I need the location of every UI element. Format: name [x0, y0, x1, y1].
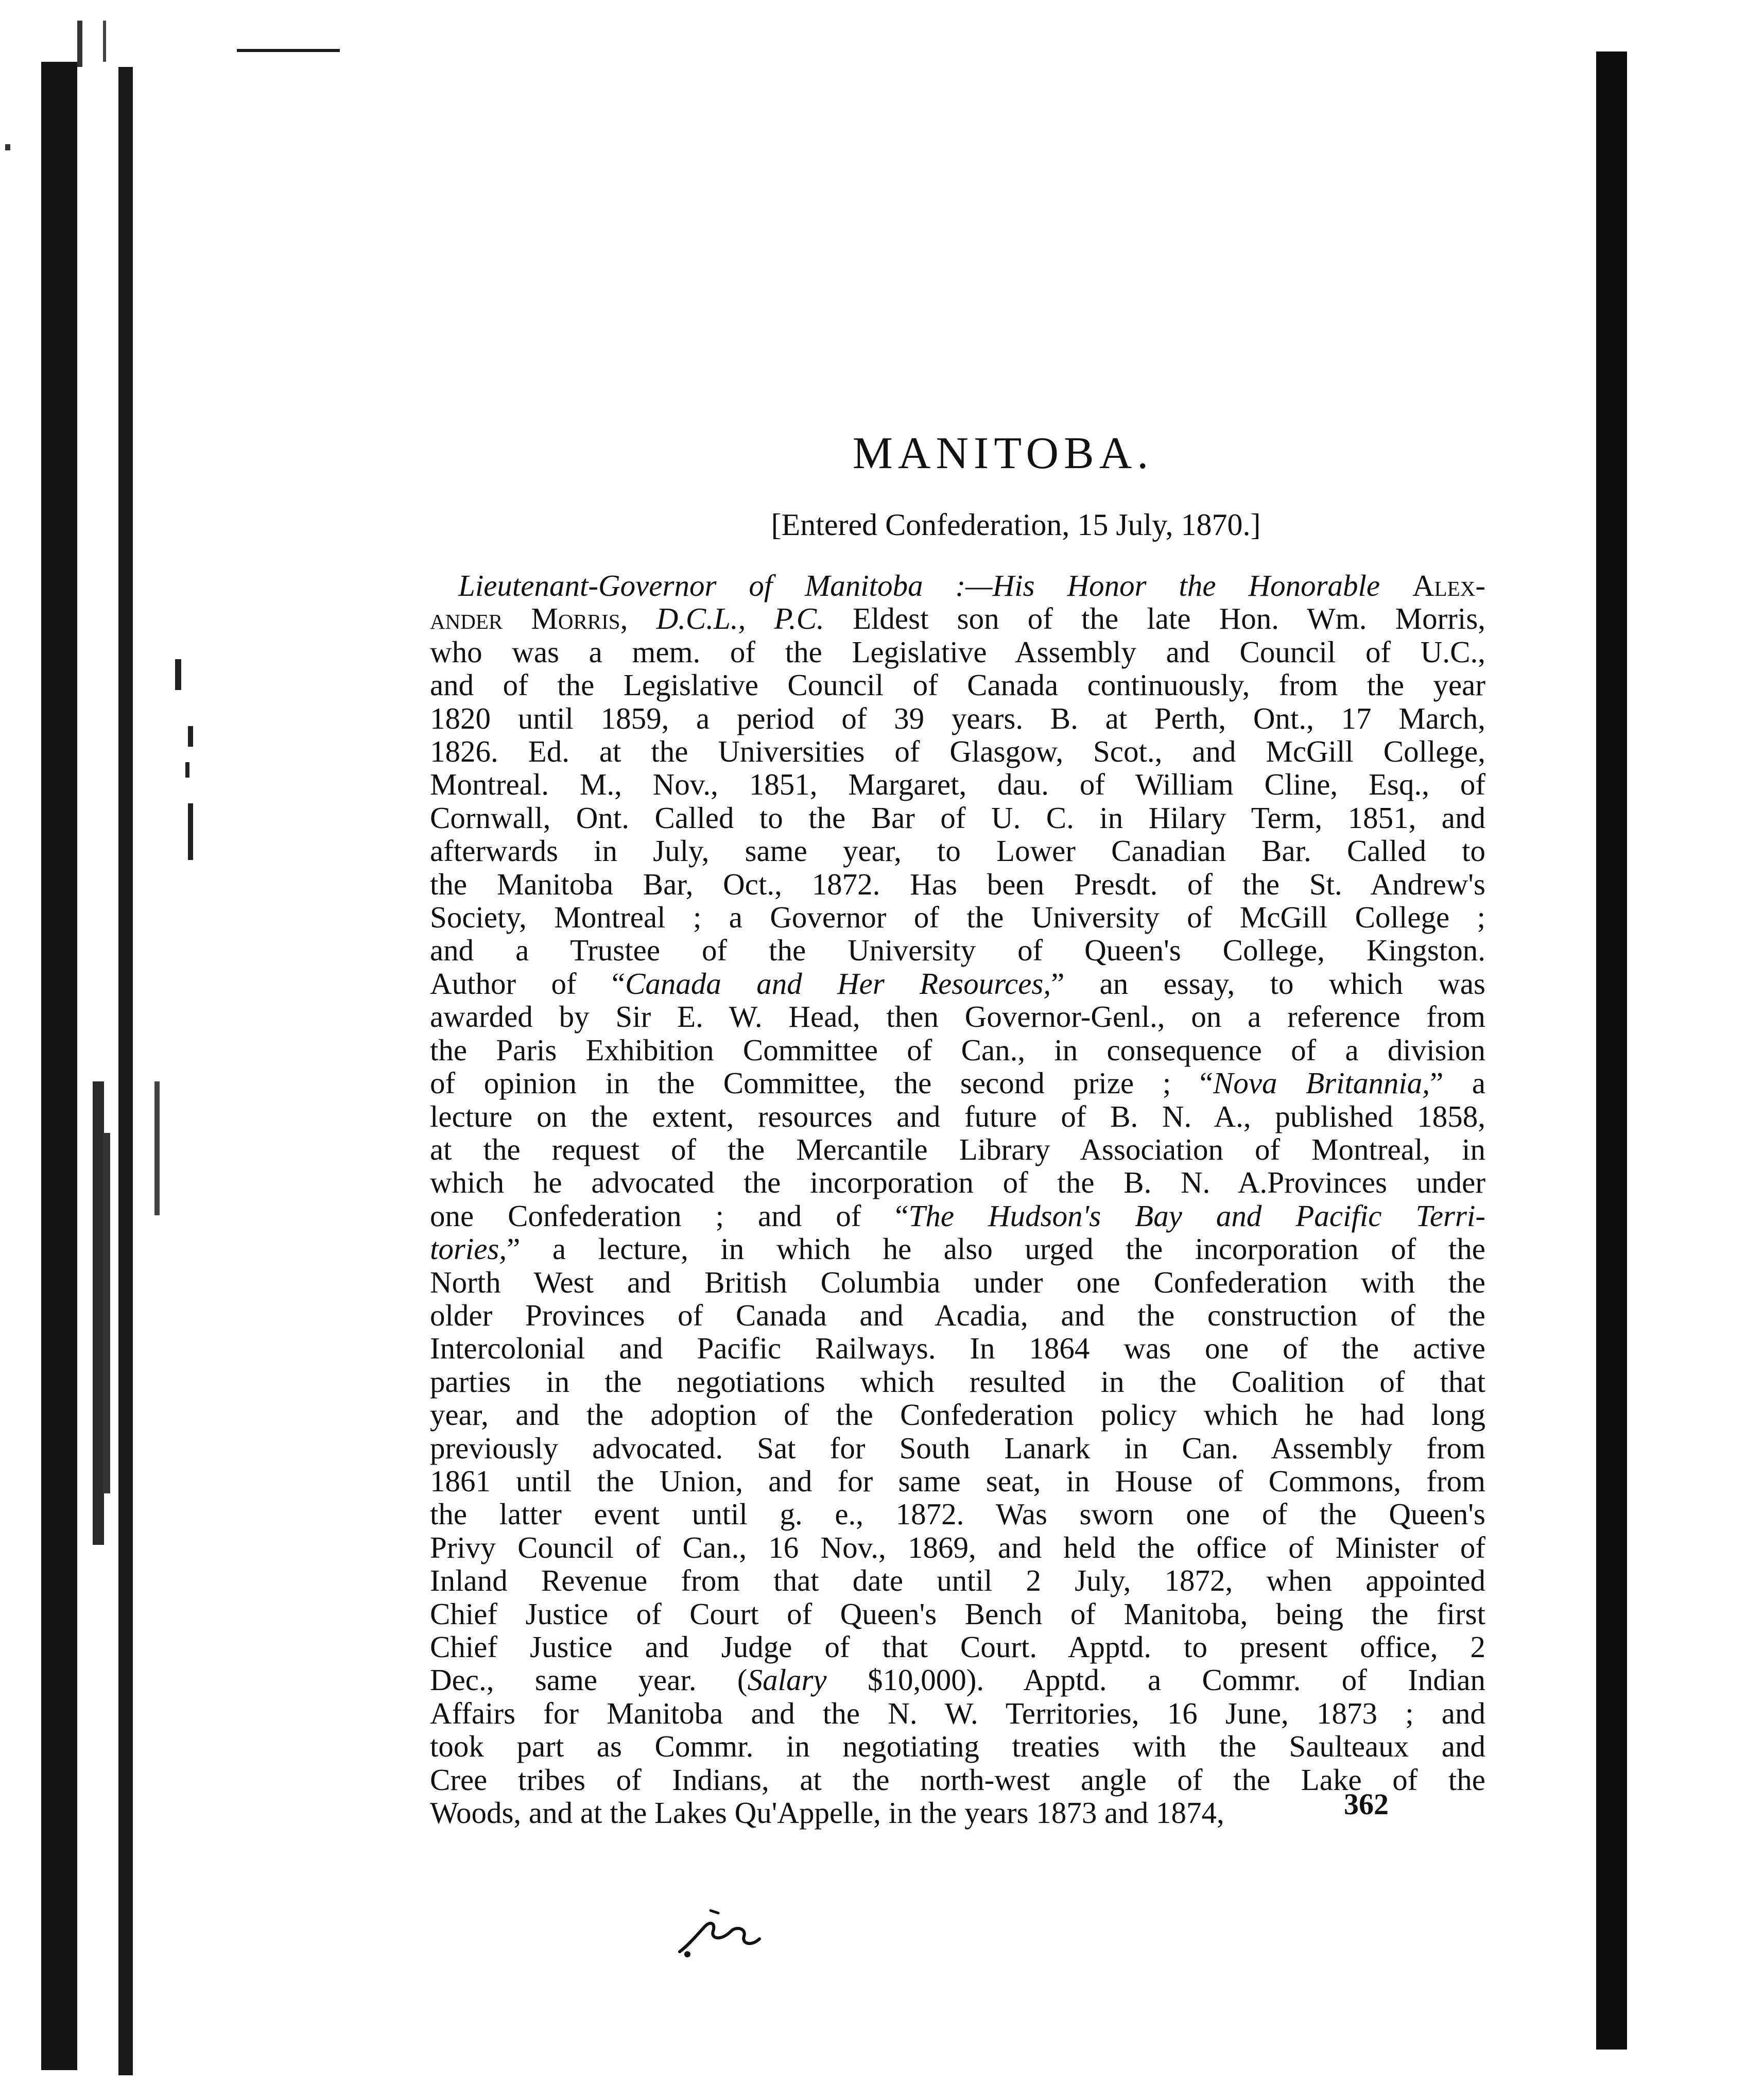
text-line	[430, 735, 1485, 768]
text-line	[430, 834, 1485, 867]
text-line	[430, 1497, 1485, 1530]
text-line	[430, 602, 1485, 635]
text-line	[430, 901, 1485, 934]
scan-noise-left	[0, 0, 216, 2097]
text-line	[430, 1663, 1485, 1696]
text-segment: D.C.L., P.C.	[656, 601, 824, 636]
text-line	[430, 1232, 1485, 1265]
text-line	[430, 569, 1485, 602]
text-line	[430, 1432, 1485, 1465]
text-segment: which he advocated the incorporation of the B. N. A.Provinces under	[430, 1165, 1485, 1200]
text-segment: North West and British Columbia under one Confederation with the	[430, 1265, 1485, 1299]
text-line	[430, 768, 1485, 801]
text-line	[430, 635, 1485, 668]
text-line	[430, 1066, 1485, 1099]
text-segment: of opinion in the Committee, the second prize ; “	[430, 1066, 1213, 1100]
text-segment: Inland Revenue from that date until 2 July, 1872, when appointed	[430, 1563, 1485, 1598]
text-segment: 1861 until the Union, and for same seat, in House of Commons, from	[430, 1464, 1485, 1498]
text-segment: ” a	[1430, 1066, 1486, 1100]
text-segment: one Confederation ; and of “	[430, 1198, 909, 1233]
text-line	[430, 1697, 1485, 1730]
text-line	[430, 1730, 1485, 1763]
text-line	[430, 1266, 1485, 1299]
text-line	[430, 801, 1485, 834]
text-segment: parties in the negotiations which resulted in the Coalition of that	[430, 1364, 1485, 1399]
text-segment: Nova Britannia,	[1213, 1066, 1430, 1100]
text-line	[430, 1365, 1485, 1398]
text-line	[430, 1000, 1485, 1033]
text-segment: Society, Montreal ; a Governor of the University of McGill College ;	[430, 900, 1485, 935]
text-line	[430, 1597, 1485, 1630]
handwritten-signature-icon	[669, 1895, 772, 1970]
text-segment: $10,000). Apptd. a Commr. of Indian	[826, 1663, 1486, 1697]
text-segment: 1820 until 1859, a period of 39 years. B. at Perth, Ont., 17 March,	[430, 701, 1485, 735]
text-segment: Cree tribes of Indians, at the north-west angle of the Lake of the	[430, 1762, 1485, 1797]
page-number: 362	[1344, 1787, 1389, 1821]
text-segment: Affairs for Manitoba and the N. W. Territories, 16 June, 1873 ; and	[430, 1696, 1485, 1730]
text-segment: Canada and Her Resources,	[625, 966, 1051, 1001]
text-segment: ” an essay, to which was	[1051, 966, 1486, 1001]
text-segment: awarded by Sir E. W. Head, then Governor-Genl., on a reference from	[430, 1000, 1485, 1034]
text-segment: tories,	[430, 1232, 507, 1266]
text-segment: Privy Council of Can., 16 Nov., 1869, and held the office of Minister of	[430, 1530, 1485, 1564]
text-segment: previously advocated. Sat for South Lanark in Can. Assembly from	[430, 1431, 1485, 1465]
text-line	[430, 1564, 1485, 1597]
text-line	[430, 1332, 1485, 1365]
text-line	[430, 1763, 1485, 1796]
text-segment: Salary	[747, 1663, 827, 1697]
text-line	[430, 1199, 1485, 1232]
text-line	[430, 1034, 1485, 1066]
text-line	[430, 1133, 1485, 1166]
text-line	[430, 934, 1485, 967]
text-segment: the Manitoba Bar, Oct., 1872. Has been Presdt. of the St. Andrew's	[430, 867, 1485, 901]
text-line	[430, 1630, 1485, 1663]
text-segment: at the request of the Mercantile Library Association of Montreal, in	[430, 1132, 1485, 1166]
text-segment: Chief Justice and Judge of that Court. Apptd. to present office, 2	[430, 1630, 1485, 1664]
text-segment: Montreal. M., Nov., 1851, Margaret, dau. of William Cline, Esq., of	[430, 767, 1485, 802]
text-segment: ander Morris,	[430, 601, 628, 636]
text-segment: Cornwall, Ont. Called to the Bar of U. C. in Hilary Term, 1851, and	[430, 800, 1485, 835]
text-segment: and of the Legislative Council of Canada continuously, from the year	[430, 668, 1485, 702]
text-line	[430, 1100, 1485, 1133]
scan-edge-right	[1596, 51, 1627, 2050]
body-text	[430, 569, 1485, 1829]
text-segment: lecture on the extent, resources and future of B. N. A., published 1858,	[430, 1099, 1485, 1133]
text-segment: who was a mem. of the Legislative Assembly and Council of U.C.,	[430, 634, 1485, 669]
text-segment: year, and the adoption of the Confederation policy which he had long	[430, 1398, 1485, 1432]
text-line	[430, 1796, 1485, 1829]
text-segment: afterwards in July, same year, to Lower Canadian Bar. Called to	[430, 834, 1485, 868]
text-segment: Intercolonial and Pacific Railways. In 1864 was one of the active	[430, 1331, 1485, 1366]
scan-edge-left	[0, 0, 216, 2097]
text-segment: Eldest son of the late Hon. Wm. Morris,	[853, 601, 1486, 636]
text-line	[430, 1465, 1485, 1497]
text-line	[430, 868, 1485, 901]
page-subtitle: [Entered Confederation, 15 July, 1870.]	[771, 508, 1261, 542]
text-line	[430, 668, 1485, 701]
text-segment: 1826. Ed. at the Universities of Glasgow, Scot., and McGill College,	[430, 734, 1485, 769]
text-segment: and a Trustee of the University of Queen's College, Kingston.	[430, 933, 1485, 968]
text-segment: ” a lecture, in which he also urged the incorporation of the	[507, 1232, 1485, 1266]
text-segment: Dec., same year. (	[430, 1663, 748, 1697]
text-segment: the Paris Exhibition Committee of Can., in consequence of a division	[430, 1032, 1485, 1067]
text-segment: took part as Commr. in negotiating treaties with the Saulteaux and	[430, 1729, 1485, 1764]
text-segment: Lieutenant-Governor of Manitoba :—His Honor the Honorable	[458, 569, 1380, 603]
text-line	[430, 1299, 1485, 1332]
text-segment: the latter event until g. e., 1872. Was sworn one of the Queen's	[430, 1497, 1485, 1531]
text-segment: Woods, and at the Lakes Qu'Appelle, in the years 1873 and 1874,	[430, 1796, 1224, 1830]
text-line	[430, 1166, 1485, 1199]
text-line	[430, 702, 1485, 735]
text-line	[430, 1531, 1485, 1564]
page-title: MANITOBA.	[852, 428, 1154, 478]
text-segment: Alex-	[1412, 569, 1485, 603]
text-segment: older Provinces of Canada and Acadia, and the construction of the	[430, 1298, 1485, 1332]
text-line	[430, 967, 1485, 1000]
text-segment: Author of “	[430, 966, 626, 1001]
text-line	[430, 1398, 1485, 1431]
text-segment: The Hudson's Bay and Pacific Terri-	[908, 1198, 1485, 1233]
text-segment: Chief Justice of Court of Queen's Bench of Manitoba, being the first	[430, 1596, 1485, 1631]
scan-top-line	[237, 49, 340, 52]
